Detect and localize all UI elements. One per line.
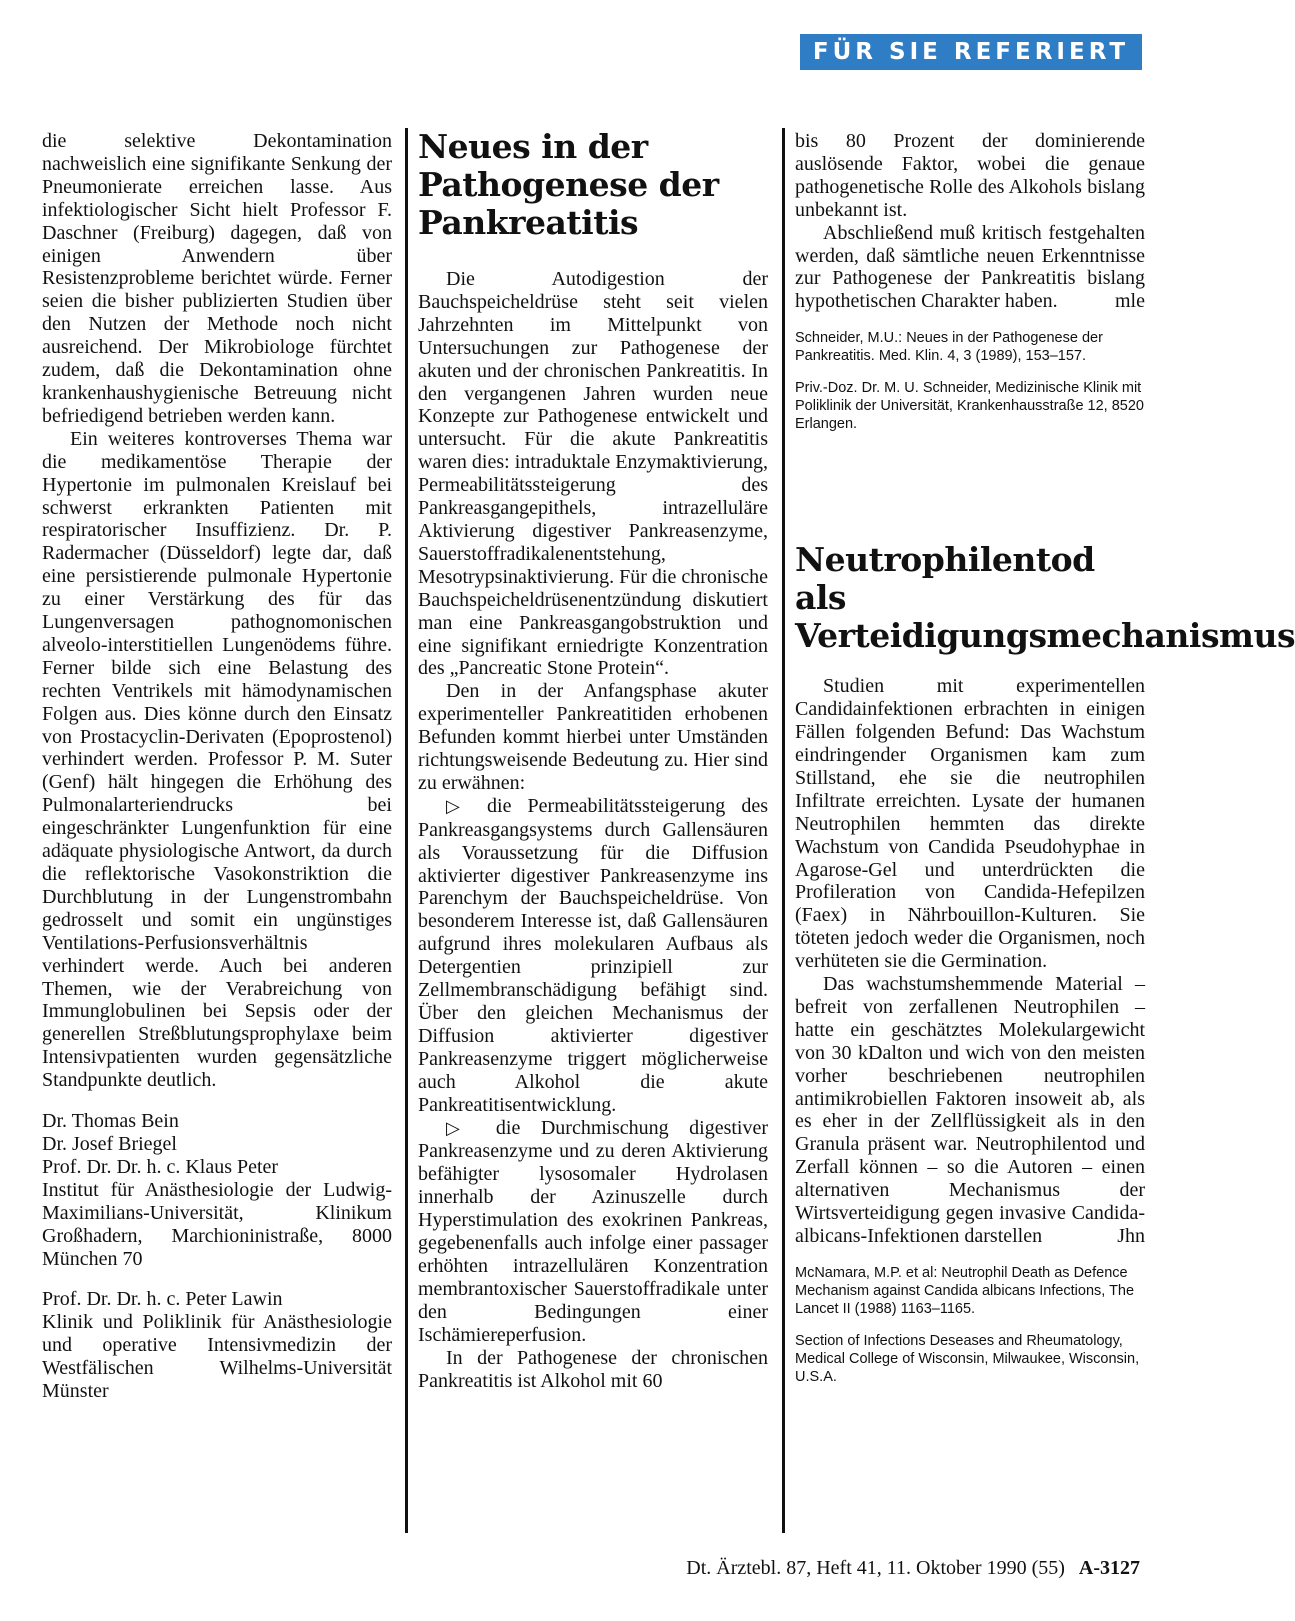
paragraph: Ein weiteres kontroverses Thema war die medikamentöse Therapie der Hypertonie im pulmonalen Kreislauf bei schwerst erkrankten Patienten mit respiratorischer Insuffizienz. Dr. P. Radermacher (Düsseldorf) legte dar, daß eine persistierende pulmonale Hypertonie zu einer Verstärkung des für das Lungenversagen pathognomonischen alveolo-interstitiellen Lungenödems führe. Ferner bilde sich eine Belastung des rechten Ventrikels mit hämodynamischen Folgen aus. Dies könne durch den Einsatz von Prostacyclin-Derivaten (Epoprostenol) verhindert werden. Professor P. M. Suter (Genf) hält hingegen die Erhöhung des Pulmonalarteriendrucks bei eingeschränkter Lungenfunktion für eine adäquate physiologische Antwort, da durch die reflektorische Vasokonstriktion die Durchblutung in der Lungenstrombahn gedrosselt und somit ein ungünstiges Ventilations-Perfusionsverhältnis verhindert werde. Auch bei anderen Themen, wie der Verabreichung von Immunglobulinen bei Sepsis oder der generellen Streßblutungsprophylaxe beim Intensivpatienten wurden gegensätzliche Standpunkte deutlich. [42,427,392,1092]
author-name: Dr. Josef Briegel [42,1132,177,1155]
reference: Schneider, M.U.: Neues in der Pathogenese der Pankreatitis. Med. Klin. 4, 3 (1989), 153–157. [795,330,1103,365]
paragraph: In der Pathogenese der chronischen Pankreatitis ist Alkohol mit 60 [418,1346,768,1392]
paragraph: die selektive Dekontamination nachweislich eine signifikante Senkung der Pneumonierate erreichen lasse. Aus infektiologischer Sicht hielt Professor F. Daschner (Freiburg) dagegen, daß von einigen Anwendern über Resistenzprobleme berichtet würde. Ferner seien die bisher publizierten Studien über den Nutzen der Methode noch nicht ausreichend. Der Mikrobiologe fürchtet zudem, daß die Dekontamination ohne krankenhaushygienische Betreuung nicht befriedigend betrieben werden kann. [42,130,392,427]
author-initials: Jhn [1117,1225,1145,1247]
author-initials: mle [1115,290,1145,313]
column-rule-left [405,128,408,1533]
column-left [42,130,392,1403]
author-address: Section of Infections Deseases and Rheumatology, Medical College of Wisconsin, Milwaukee, Wisconsin, U.S.A. [795,1332,1140,1385]
list-item: ▷ die Permeabilitätssteigerung des Pankreasgangsystems durch Gallensäuren als Voraussetzung für die Diffusion aktivierter digestiver Pankreasenzyme ins Parenchym der Bauchspeicheldrüse. Von besonderem Interesse ist, daß Gallensäuren aufgrund ihres molekularen Aufbaus als Detergentien prinzipiell zur Zellmembranschädigung befähigt sind. Über den gleichen Mechanismus der Diffusion aktivierter digestiver Pankreasenzyme triggert möglicherweise auch Alkohol die akute Pankreatitisentwicklung. [418,794,769,1116]
column-right [795,130,1295,1386]
paragraph: Die Autodigestion der Bauchspeicheldrüse steht seit vielen Jahrzehnten im Mittelpunkt von Untersuchungen zur Pathogenese der akuten und der chronischen Pankreatitis. In den vergangenen Jahren wurden neue Konzepte zur Pathogenese entwickelt und untersucht. Für die akute Pankreatitis waren dies: intraduktale Enzymaktivierung, Permeabilitätssteigerung des Pankreasgangepithels, intrazelluläre Aktivierung digestiver Pankreasenzyme, Sauerstoffradikalenentstehung, Mesotrypsinaktivierung. Für die chronische Bauchspeicheldrüsenentzündung diskutiert man eine Pankreasgangobstruktion und eine signifikant erniedrigte Konzentration des „Pancreatic Stone Protein“. [418,268,768,680]
triangle-bullet-icon: ▷ [446,1117,476,1139]
paragraph: Abschließend muß kritisch festgehalten werden, daß sämtliche neuen Erkenntnisse zur Pathogenese der Pankreatitis bislang hypothetischen Charakter haben. mle [795,221,1145,313]
column-middle [418,128,768,1392]
author-affiliation: Klinik und Poliklinik für Anästhesiologie und operative Intensivmedizin der Westfälischen Wilhelms-Universität Münster [42,1311,392,1403]
author-address: Priv.-Doz. Dr. M. U. Schneider, Medizinische Klinik mit Poliklinik der Universität, Krankenhausstraße 12, 8520 Erlangen. [795,380,1144,433]
paragraph: Den in der Anfangsphase akuter experimenteller Pankreatitiden erhobenen Befunden kommt hierbei unter Umständen richtungsweisende Bedeutung zu. Hier sind zu erwähnen: [418,680,768,794]
paragraph: bis 80 Prozent der dominierende auslösende Faktor, wobei die genaue pathogenetische Rolle des Alkohols bislang unbekannt ist. [795,130,1145,221]
article-title: Neutrophilentod als Verteidigungsmechanismus [795,540,1295,656]
list-item: ▷ die Durchmischung digestiver Pankreasenzyme und zu deren Aktivierung befähigter lysosomaler Hydrolasen innerhalb der Azinuszelle durch Hyperstimulation des exokrinen Pankreas, gegebenenfalls auch infolge einer passager erhöhten intrazellulären Konzentration membrantoxischer Sauerstoffradikale unter den Bedingungen einer Ischämiereperfusion. [418,1116,769,1346]
author-name: Prof. Dr. Dr. h. c. Klaus Peter [42,1155,279,1178]
author-name: Prof. Dr. Dr. h. c. Peter Lawin [42,1288,283,1311]
page-footer [0,1557,1140,1580]
author-name: Dr. Thomas Bein [42,1110,179,1133]
page-number: A-3127 [1078,1557,1140,1579]
reference: McNamara, M.P. et al: Neutrophil Death as Defence Mechanism against Candida albicans Infections, The Lancet II (1988) 1163–1165. [795,1264,1135,1317]
journal-citation: Dt. Ärztebl. 87, Heft 41, 11. Oktober 1990 (55) [686,1557,1065,1579]
triangle-bullet-icon: ▷ [446,795,471,817]
paragraph: Das wachstumshemmende Material – befreit von zerfallenen Neutrophilen – hatte ein geschätztes Molekulargewicht von 30 kDalton und wich von den meisten vorher beschriebenen neutrophilen antimikrobiellen Faktoren insoweit ab, als es eher in der Zellflüssigkeit als in den Granula präsent war. Neutrophilentod und Zerfall können – so die Autoren – einen alternativen Mechanismus der Wirtsverteidigung gegen invasive Candida-albicans-Infektionen darstellen Jhn [795,973,1145,1247]
column-rule-middle [782,128,785,1533]
section-banner: FÜR SIE REFERIERT [800,34,1142,70]
author-affiliation: Institut für Anästhesiologie der Ludwig-Maximilians-Universität, Klinikum Großhadern, Marchioninistraße, 8000 München 70 [42,1178,392,1270]
article-title: Neues in der Pathogenese der Pankreatitis [418,127,719,242]
paragraph: Studien mit experimentellen Candidainfektionen erbrachten in einigen Fällen folgenden Befund: Das Wachstum eindringender Organismen kam zum Stillstand, ehe sie die neutrophilen Infiltrate erreichten. Lysate der humanen Neutrophilen hemmten das direkte Wachstum von Candida Pseudohyphae in Agarose-Gel und unterdrückten die Profileration von Candida-Hefepilzen (Faex) in Nährbouillon-Kulturen. Sie töteten jedoch weder die Organismen, noch verhüteten sie die Germination. [795,675,1145,973]
